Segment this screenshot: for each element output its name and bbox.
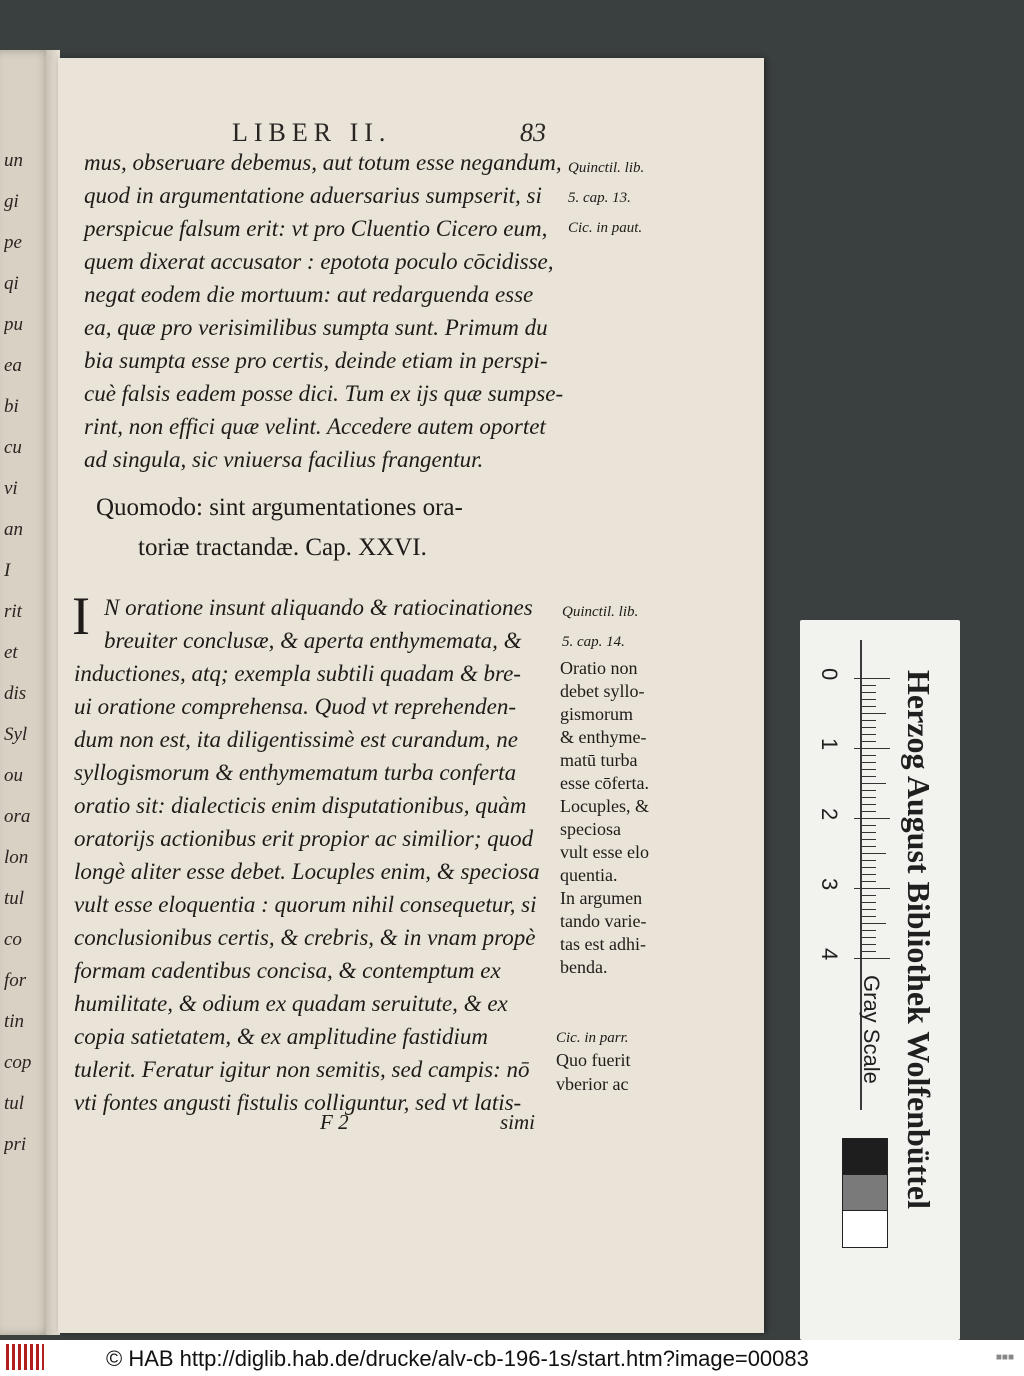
- ruler-tick: [862, 895, 876, 896]
- left-page-fragment: dis: [4, 683, 27, 704]
- ruler-brand: Herzog August Bibliothek Wolfenbüttel: [901, 670, 937, 1210]
- text-line: longè aliter esse debet. Locuples enim, & speciosa: [74, 859, 540, 884]
- gray-swatch: [842, 1138, 888, 1176]
- margin-note: Cic. in parr.: [556, 1030, 629, 1046]
- ruler-tick: [862, 860, 876, 861]
- chapter-heading-line-1: Quomodo: sint argumentationes ora-: [96, 494, 463, 521]
- ruler-tick: [862, 951, 876, 952]
- ruler-tick: [862, 874, 876, 875]
- ruler-tick: [862, 699, 876, 700]
- left-page-fragment: qi: [4, 273, 19, 294]
- ruler-tick: [862, 902, 876, 903]
- left-page-fragment: un: [4, 150, 23, 171]
- ruler-tick: [862, 916, 876, 917]
- margin-note: Oratio non: [560, 658, 638, 678]
- left-page-fragment: an: [4, 519, 23, 540]
- left-page-fragment: pu: [4, 314, 23, 335]
- footer-link[interactable]: © HAB http://diglib.hab.de/drucke/alv-cb-196-1s/start.htm?image=00083: [106, 1346, 809, 1371]
- ruler-number: 4: [817, 948, 842, 961]
- ruler-tick: [854, 888, 890, 889]
- margin-note: benda.: [560, 957, 608, 977]
- ruler-tick: [862, 797, 876, 798]
- footer-dots-icon: ■■■: [995, 1352, 1014, 1363]
- text-line: breuiter conclusæ, & aperta enthymemata, &: [104, 628, 522, 653]
- text-line: ea, quæ pro verisimilibus sumpta sunt. Primum du: [84, 315, 548, 340]
- ruler-tick: [862, 776, 876, 777]
- ruler-tick: [862, 783, 886, 784]
- ruler-tick: [862, 685, 876, 686]
- left-page-fragment: ea: [4, 355, 22, 376]
- ruler-number: 1: [817, 738, 842, 751]
- left-page-fragment: for: [4, 970, 27, 991]
- ruler-number: 3: [817, 878, 842, 891]
- margin-note: matū turba: [560, 750, 638, 770]
- ruler-tick: [862, 713, 886, 714]
- ruler-tick: [862, 909, 876, 910]
- ruler-tick: [862, 762, 876, 763]
- text-line: N oratione insunt aliquando & ratiocinationes: [104, 595, 533, 620]
- ruler-tick: [862, 839, 876, 840]
- text-line: quod in argumentatione aduersarius sumpserit, si: [84, 183, 542, 208]
- ruler-tick: [854, 818, 890, 819]
- left-page-fragment: bi: [4, 396, 19, 417]
- ruler-tick: [862, 804, 876, 805]
- text-line: vti fontes angusti fistulis colliguntur, sed vt latis-: [74, 1090, 522, 1115]
- ruler-tick: [862, 867, 876, 868]
- left-page-fragment: co: [4, 929, 22, 950]
- ruler-tick: [862, 930, 876, 931]
- running-head: LIBER II.: [232, 118, 392, 147]
- margin-note: speciosa: [560, 819, 621, 839]
- text-line: syllogismorum & enthymematum turba conferta: [74, 760, 517, 785]
- text-line: oratio sit: dialecticis enim disputationibus, quàm: [74, 793, 527, 818]
- ruler-tick: [862, 825, 876, 826]
- ruler-number: 0: [817, 668, 842, 681]
- ruler-tick: [862, 937, 876, 938]
- left-page-edge: [0, 50, 52, 1335]
- text-line: inductiones, atq; exempla subtili quadam & bre-: [74, 661, 521, 686]
- hab-logo-icon: [6, 1344, 44, 1370]
- left-page-fragment: pe: [4, 232, 22, 253]
- ruler-tick: [862, 832, 876, 833]
- ruler-tick: [862, 741, 876, 742]
- margin-note: tando varie-: [560, 911, 647, 931]
- ruler-tick: [862, 853, 886, 854]
- margin-note: 5. cap. 14.: [562, 634, 625, 650]
- margin-note: Quo fuerit: [556, 1050, 631, 1070]
- left-page-fragment: Syl: [4, 724, 28, 745]
- margin-note: quentia.: [560, 865, 618, 885]
- margin-note: & enthyme-: [560, 727, 647, 747]
- text-line: vult esse eloquentia : quorum nihil consequetur, si: [74, 892, 537, 917]
- text-line: dum non est, ita diligentissimè est curandum, ne: [74, 727, 518, 752]
- left-page-fragment: cu: [4, 437, 22, 458]
- text-line: conclusionibus certis, & crebris, & in vnam propè: [74, 925, 536, 950]
- text-line: negat eodem die mortuum: aut redarguenda esse: [84, 282, 534, 307]
- ruler-tick: [862, 846, 876, 847]
- ruler-tick: [854, 958, 890, 959]
- left-page-fragment: lon: [4, 847, 29, 868]
- left-page-fragment: tul: [4, 888, 25, 909]
- ruler-tick: [862, 923, 886, 924]
- margin-note: esse cōferta.: [560, 773, 649, 793]
- ruler-tick: [862, 755, 876, 756]
- text-line: oratorijs actionibus erit propior ac similior; quod: [74, 826, 534, 851]
- left-page-fragment: ora: [4, 806, 31, 827]
- text-line: quem dixerat accusator : epotota poculo cōcidisse,: [84, 249, 554, 274]
- margin-note: debet syllo-: [560, 681, 645, 701]
- margin-note: Cic. in paut.: [568, 220, 643, 236]
- ruler-number: 2: [817, 808, 842, 821]
- text-line: ad singula, sic vniuersa facilius frangentur.: [84, 447, 484, 472]
- drop-cap: I: [72, 586, 90, 646]
- gray-swatch: [842, 1174, 888, 1212]
- chapter-heading-line-2: toriæ tractandæ. Cap. XXVI.: [138, 534, 427, 561]
- margin-note: Locuples, &: [560, 796, 649, 816]
- left-page-fragment: pri: [4, 1134, 27, 1155]
- left-page-fragment: vi: [4, 478, 18, 499]
- signature-mark: F 2: [320, 1110, 349, 1134]
- catchword: simi: [500, 1110, 536, 1134]
- ruler-tick: [862, 734, 876, 735]
- ruler-tick: [862, 769, 876, 770]
- text-line: perspicue falsum erit: vt pro Cluentio Cicero eum,: [84, 216, 548, 241]
- ruler-tick: [862, 706, 876, 707]
- text-line: mus, obseruare debemus, aut totum esse negandum,: [84, 150, 562, 175]
- margin-note: tas est adhi-: [560, 934, 646, 954]
- ruler-tick: [862, 811, 876, 812]
- text-line: humilitate, & odium ex quadam seruitute, & ex: [74, 991, 508, 1016]
- page-number: 83: [520, 118, 546, 147]
- ruler-tick: [862, 881, 876, 882]
- left-page-fragment: cop: [4, 1052, 32, 1073]
- margin-note: 5. cap. 13.: [568, 190, 631, 206]
- left-page-fragment: I: [4, 560, 11, 581]
- margin-note: vult esse elo: [560, 842, 649, 862]
- ruler-tick: [862, 790, 876, 791]
- margin-note: In argumen: [560, 888, 643, 908]
- text-line: formam cadentibus concisa, & contemptum ex: [74, 958, 501, 983]
- text-line: copia satietatem, & ex amplitudine fastidium: [74, 1024, 488, 1049]
- text-line: rint, non effici quæ velint. Accedere autem oportet: [84, 414, 546, 439]
- left-page-fragment: rit: [4, 601, 22, 622]
- margin-note: Quinctil. lib.: [562, 604, 639, 620]
- text-line: cuè falsis eadem posse dici. Tum ex ijs quæ sumpse-: [84, 381, 564, 406]
- margin-note: vberior ac: [556, 1074, 629, 1094]
- left-page-fragment: gi: [4, 191, 19, 212]
- text-line: bia sumpta esse pro certis, deinde etiam in perspi-: [84, 348, 548, 373]
- ruler-tick: [862, 727, 876, 728]
- left-page-fragment: tul: [4, 1093, 25, 1114]
- ruler-tick: [862, 720, 876, 721]
- left-page-fragment: et: [4, 642, 18, 663]
- ruler-tick: [862, 692, 876, 693]
- ruler-tick: [854, 678, 890, 679]
- gray-scale-label: Gray Scale: [859, 975, 884, 1084]
- ruler-tick: [854, 748, 890, 749]
- text-line: ui oratione comprehensa. Quod vt reprehenden-: [74, 694, 517, 719]
- left-page-fragment: ou: [4, 765, 23, 786]
- ruler-tick: [862, 944, 876, 945]
- margin-note: gismorum: [560, 704, 634, 724]
- margin-note: Quinctil. lib.: [568, 160, 645, 176]
- left-page-fragment: tin: [4, 1011, 25, 1032]
- gray-swatch: [842, 1210, 888, 1248]
- text-line: tulerit. Feratur igitur non semitis, sed campis: nō: [74, 1057, 530, 1082]
